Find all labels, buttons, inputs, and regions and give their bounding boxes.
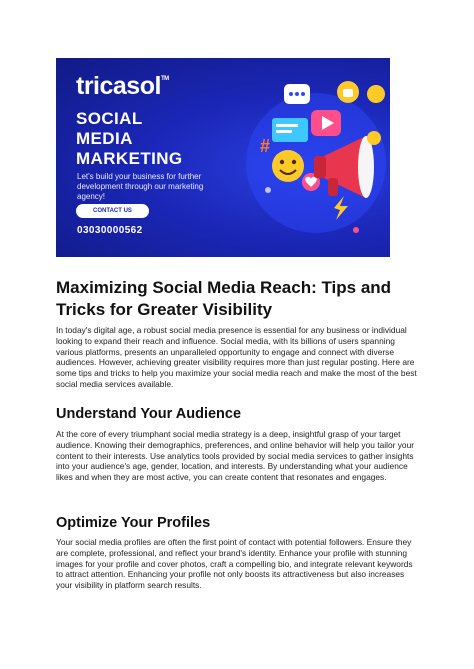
headline-line-3: MARKETING [76,149,183,168]
brand-logo [76,72,169,101]
section-body-audience: At the core of every triumphant social media strategy is a deep, insightful grasp of your target audience. Knowing their demographics, preferences, and online behavior will help you tailor your content to their interests. Use analytics tools provided by social media services to gather insights into your audience's age, gender, location, and interests. By understanding what your audience likes and when they are most active, you can create content that resonates and engages. [56,429,415,483]
article-intro: In today's digital age, a robust social media presence is essential for any business or individual looking to expand their reach and influence. Social media, with its billions of users spanning various platforms, presents an unparalleled opportunity to engage and connect with diverse audiences. However, achieving greater visibility requires more than just regular posting. Here are some tips and tricks to help you maximize your social media reach and make the most of the best social media services available. [56,325,417,389]
play-icon [311,110,341,136]
like-icon [337,81,359,103]
banner-headline [76,109,183,169]
section-heading-profiles: Optimize Your Profiles [56,515,211,531]
article-title: Maximizing Social Media Reach: Tips and Tricks for Greater Visibility [56,278,392,319]
social-media-marketing-banner [56,58,390,257]
smiley-icon [272,150,304,182]
bell-icon [367,85,385,103]
headline-line-2: MEDIA [76,129,133,148]
section-body-profiles: Your social media profiles are often the first point of contact with potential followers. Ensure they are complete, professional, and reflect your brand's identity. Enhance your profile with stunning images for your profile and cover photos, craft a compelling bio, and integrate relevant keywords to attract attention. Enhancing your profile not only boosts its attractiveness but also increases your visibility in platform search results. [56,537,413,591]
contact-us-button[interactable]: CONTACT US [76,204,149,218]
trademark-mark: TM [160,76,169,82]
chat-icon [284,84,310,104]
section-heading-audience: Understand Your Audience [56,406,242,422]
brand-name: tricasol [76,72,161,100]
card-icon [272,118,308,142]
hashtag-icon: # [260,136,271,156]
headline-line-1: SOCIAL [76,109,143,128]
social-icons-illustration [216,58,390,257]
banner-tagline: Let's build your business for further development through our marketing agency! [77,172,204,201]
phone-number: 03030000562 [77,225,143,236]
